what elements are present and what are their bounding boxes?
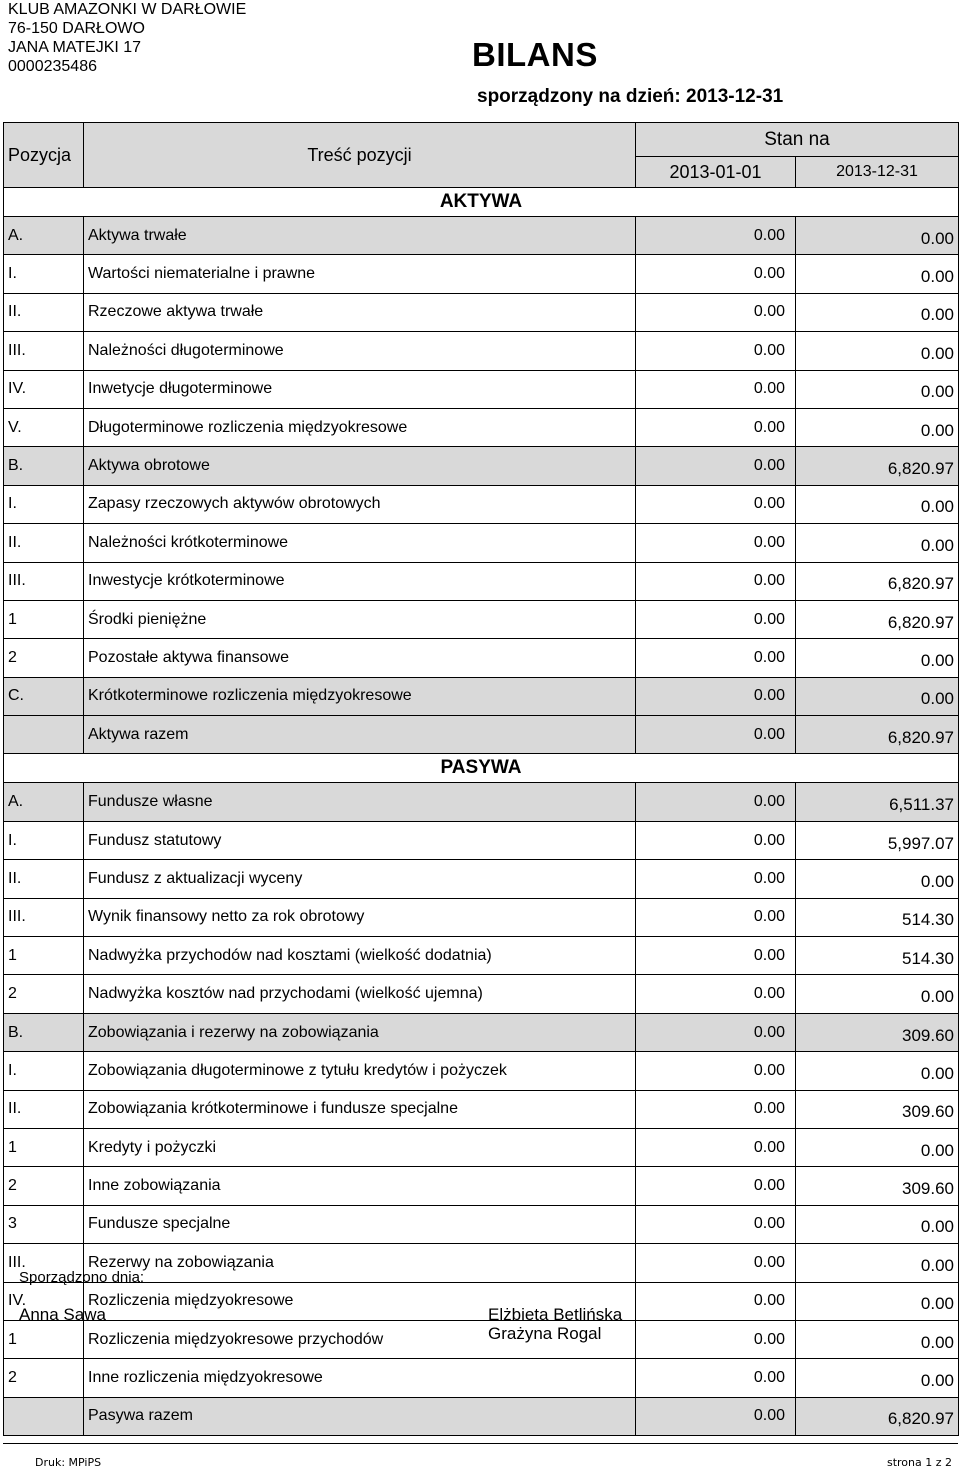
table-row xyxy=(4,408,959,446)
table-row xyxy=(4,1359,959,1397)
row-position: III. xyxy=(4,1244,84,1282)
row-value-end: 6,820.97 xyxy=(796,600,959,638)
row-value-start: 0.00 xyxy=(636,639,796,677)
table-row xyxy=(4,370,959,408)
row-label: Pasywa razem xyxy=(84,1397,636,1435)
row-value-end: 0.00 xyxy=(796,639,959,677)
section-title: PASYWA xyxy=(4,754,959,783)
row-value-start: 0.00 xyxy=(636,860,796,898)
row-position: I. xyxy=(4,1052,84,1090)
section-header xyxy=(4,754,959,783)
row-value-start: 0.00 xyxy=(636,1320,796,1358)
row-value-end: 0.00 xyxy=(796,408,959,446)
row-label: Długoterminowe rozliczenia międzyokresowe xyxy=(84,408,636,446)
row-label: Fundusz statutowy xyxy=(84,821,636,859)
row-label: Aktywa trwałe xyxy=(84,217,636,255)
row-value-end: 6,511.37 xyxy=(796,783,959,821)
row-position: C. xyxy=(4,677,84,715)
row-position xyxy=(4,1397,84,1435)
row-value-end: 0.00 xyxy=(796,293,959,331)
table-row xyxy=(4,937,959,975)
row-position: III. xyxy=(4,898,84,936)
signer-left: Anna Sawa xyxy=(19,1305,106,1324)
table-row xyxy=(4,975,959,1013)
balance-table xyxy=(3,122,959,1436)
row-label: Nadwyżka kosztów nad przychodami (wielkość ujemna) xyxy=(84,975,636,1013)
row-value-start: 0.00 xyxy=(636,562,796,600)
row-value-end: 514.30 xyxy=(796,898,959,936)
row-value-start: 0.00 xyxy=(636,898,796,936)
row-label: Nadwyżka przychodów nad kosztami (wielkość dodatnia) xyxy=(84,937,636,975)
row-position: 1 xyxy=(4,1320,84,1358)
org-krs: 0000235486 xyxy=(8,58,97,75)
table-row xyxy=(4,447,959,485)
row-label: Aktywa obrotowe xyxy=(84,447,636,485)
row-label: Inwetycje długoterminowe xyxy=(84,370,636,408)
row-position: I. xyxy=(4,821,84,859)
row-value-end: 0.00 xyxy=(796,1282,959,1320)
row-value-start: 0.00 xyxy=(636,255,796,293)
row-position: III. xyxy=(4,332,84,370)
row-position: A. xyxy=(4,217,84,255)
prepared-date-label: Sporządzono dnia: xyxy=(19,1269,145,1286)
row-value-start: 0.00 xyxy=(636,370,796,408)
table-row xyxy=(4,1167,959,1205)
row-value-end: 0.00 xyxy=(796,860,959,898)
row-position: II. xyxy=(4,1090,84,1128)
row-label: Fundusz z aktualizacji wyceny xyxy=(84,860,636,898)
row-value-end: 0.00 xyxy=(796,1359,959,1397)
row-position: III. xyxy=(4,562,84,600)
row-value-start: 0.00 xyxy=(636,332,796,370)
table-row xyxy=(4,1090,959,1128)
section-title: AKTYWA xyxy=(4,188,959,217)
row-label: Należności długoterminowe xyxy=(84,332,636,370)
print-source: Druk: MPiPS xyxy=(35,1456,102,1469)
row-position: V. xyxy=(4,408,84,446)
row-label: Rezerwy na zobowiązania xyxy=(84,1244,636,1282)
row-value-end: 0.00 xyxy=(796,1320,959,1358)
row-label: Zapasy rzeczowych aktywów obrotowych xyxy=(84,485,636,523)
table-row xyxy=(4,1128,959,1166)
table-row xyxy=(4,1205,959,1243)
row-value-start: 0.00 xyxy=(636,1282,796,1320)
col-header-date2: 2013-12-31 xyxy=(796,157,959,188)
row-label: Zobowiązania i rezerwy na zobowiązania xyxy=(84,1013,636,1051)
row-value-end: 0.00 xyxy=(796,524,959,562)
row-value-end: 6,820.97 xyxy=(796,562,959,600)
row-value-start: 0.00 xyxy=(636,524,796,562)
row-label: Środki pieniężne xyxy=(84,600,636,638)
row-value-start: 0.00 xyxy=(636,447,796,485)
row-position: 2 xyxy=(4,1167,84,1205)
table-row xyxy=(4,677,959,715)
row-value-start: 0.00 xyxy=(636,1397,796,1435)
row-value-start: 0.00 xyxy=(636,716,796,754)
row-value-start: 0.00 xyxy=(636,975,796,1013)
row-label: Rozliczenia międzyokresowe przychodów xyxy=(84,1320,636,1358)
row-position: 2 xyxy=(4,975,84,1013)
table-row xyxy=(4,821,959,859)
row-value-start: 0.00 xyxy=(636,1244,796,1282)
row-position: II. xyxy=(4,860,84,898)
row-position: II. xyxy=(4,293,84,331)
row-position: IV. xyxy=(4,1282,84,1320)
col-header-pozycja: Pozycja xyxy=(4,123,84,188)
table-row xyxy=(4,562,959,600)
row-label: Pozostałe aktywa finansowe xyxy=(84,639,636,677)
row-position: A. xyxy=(4,783,84,821)
row-value-end: 6,820.97 xyxy=(796,447,959,485)
row-label: Rzeczowe aktywa trwałe xyxy=(84,293,636,331)
row-position xyxy=(4,716,84,754)
col-header-date1: 2013-01-01 xyxy=(636,157,796,188)
section-header xyxy=(4,188,959,217)
row-value-end: 0.00 xyxy=(796,1205,959,1243)
row-position: I. xyxy=(4,255,84,293)
row-position: 2 xyxy=(4,1359,84,1397)
row-value-start: 0.00 xyxy=(636,677,796,715)
signer-right-2: Grażyna Rogal xyxy=(488,1324,602,1343)
row-value-end: 0.00 xyxy=(796,1128,959,1166)
table-row xyxy=(4,1320,959,1358)
row-value-start: 0.00 xyxy=(636,937,796,975)
row-value-end: 0.00 xyxy=(796,255,959,293)
table-row xyxy=(4,1244,959,1282)
table-row xyxy=(4,716,959,754)
row-position: 3 xyxy=(4,1205,84,1243)
row-label: Inne zobowiązania xyxy=(84,1167,636,1205)
table-row xyxy=(4,485,959,523)
org-name: KLUB AMAZONKI W DARŁOWIE xyxy=(8,1,247,18)
row-value-end: 309.60 xyxy=(796,1013,959,1051)
table-row xyxy=(4,1282,959,1320)
signers-right xyxy=(488,1305,622,1343)
row-label: Wartości niematerialne i prawne xyxy=(84,255,636,293)
row-value-end: 5,997.07 xyxy=(796,821,959,859)
table-row xyxy=(4,860,959,898)
table-row xyxy=(4,1013,959,1051)
row-value-start: 0.00 xyxy=(636,1013,796,1051)
row-label: Fundusze specjalne xyxy=(84,1205,636,1243)
row-value-start: 0.00 xyxy=(636,293,796,331)
row-label: Inwestycje krótkoterminowe xyxy=(84,562,636,600)
row-label: Rozliczenia międzyokresowe xyxy=(84,1282,636,1320)
row-value-end: 0.00 xyxy=(796,677,959,715)
row-value-end: 0.00 xyxy=(796,1244,959,1282)
table-row xyxy=(4,639,959,677)
row-value-end: 0.00 xyxy=(796,485,959,523)
row-value-start: 0.00 xyxy=(636,821,796,859)
row-position: 1 xyxy=(4,937,84,975)
row-value-end: 6,820.97 xyxy=(796,1397,959,1435)
row-label: Kredyty i pożyczki xyxy=(84,1128,636,1166)
row-position: 1 xyxy=(4,600,84,638)
row-label: Krótkoterminowe rozliczenia międzyokresowe xyxy=(84,677,636,715)
row-label: Wynik finansowy netto za rok obrotowy xyxy=(84,898,636,936)
table-row xyxy=(4,255,959,293)
table-row xyxy=(4,332,959,370)
row-label: Zobowiązania długoterminowe z tytułu kredytów i pożyczek xyxy=(84,1052,636,1090)
row-label: Inne rozliczenia międzyokresowe xyxy=(84,1359,636,1397)
col-header-stan: Stan na xyxy=(636,123,959,157)
row-value-start: 0.00 xyxy=(636,1205,796,1243)
org-street: JANA MATEJKI 17 xyxy=(8,39,142,56)
row-value-end: 0.00 xyxy=(796,332,959,370)
row-value-start: 0.00 xyxy=(636,783,796,821)
row-position: II. xyxy=(4,524,84,562)
row-value-start: 0.00 xyxy=(636,485,796,523)
row-value-start: 0.00 xyxy=(636,408,796,446)
row-value-end: 309.60 xyxy=(796,1167,959,1205)
row-label: Fundusze własne xyxy=(84,783,636,821)
document-subtitle: sporządzony na dzień: 2013-12-31 xyxy=(477,86,784,107)
row-position: B. xyxy=(4,1013,84,1051)
row-value-end: 514.30 xyxy=(796,937,959,975)
row-label: Aktywa razem xyxy=(84,716,636,754)
row-value-end: 0.00 xyxy=(796,370,959,408)
table-row xyxy=(4,293,959,331)
row-value-end: 0.00 xyxy=(796,217,959,255)
table-row xyxy=(4,783,959,821)
row-label: Należności krótkoterminowe xyxy=(84,524,636,562)
row-value-end: 6,820.97 xyxy=(796,716,959,754)
row-value-end: 309.60 xyxy=(796,1090,959,1128)
row-value-start: 0.00 xyxy=(636,1090,796,1128)
footer-divider xyxy=(3,1443,958,1444)
row-value-start: 0.00 xyxy=(636,1128,796,1166)
row-value-end: 0.00 xyxy=(796,1052,959,1090)
org-city: 76-150 DARŁOWO xyxy=(8,20,145,37)
table-row xyxy=(4,600,959,638)
row-value-start: 0.00 xyxy=(636,1052,796,1090)
signer-right-1: Elżbieta Betlińska xyxy=(488,1305,623,1324)
table-row xyxy=(4,1397,959,1435)
row-position: I. xyxy=(4,485,84,523)
row-value-start: 0.00 xyxy=(636,1359,796,1397)
row-position: IV. xyxy=(4,370,84,408)
row-position: 1 xyxy=(4,1128,84,1166)
row-value-start: 0.00 xyxy=(636,217,796,255)
organization-info xyxy=(8,0,246,76)
table-row xyxy=(4,217,959,255)
table-row xyxy=(4,898,959,936)
row-value-start: 0.00 xyxy=(636,600,796,638)
row-value-end: 0.00 xyxy=(796,975,959,1013)
row-position: B. xyxy=(4,447,84,485)
document-title: BILANS xyxy=(472,36,598,73)
table-row xyxy=(4,524,959,562)
table-row xyxy=(4,1052,959,1090)
row-label: Zobowiązania krótkoterminowe i fundusze specjalne xyxy=(84,1090,636,1128)
page-number: strona 1 z 2 xyxy=(886,1456,952,1469)
col-header-tresc: Treść pozycji xyxy=(84,123,636,188)
row-value-start: 0.00 xyxy=(636,1167,796,1205)
row-position: 2 xyxy=(4,639,84,677)
